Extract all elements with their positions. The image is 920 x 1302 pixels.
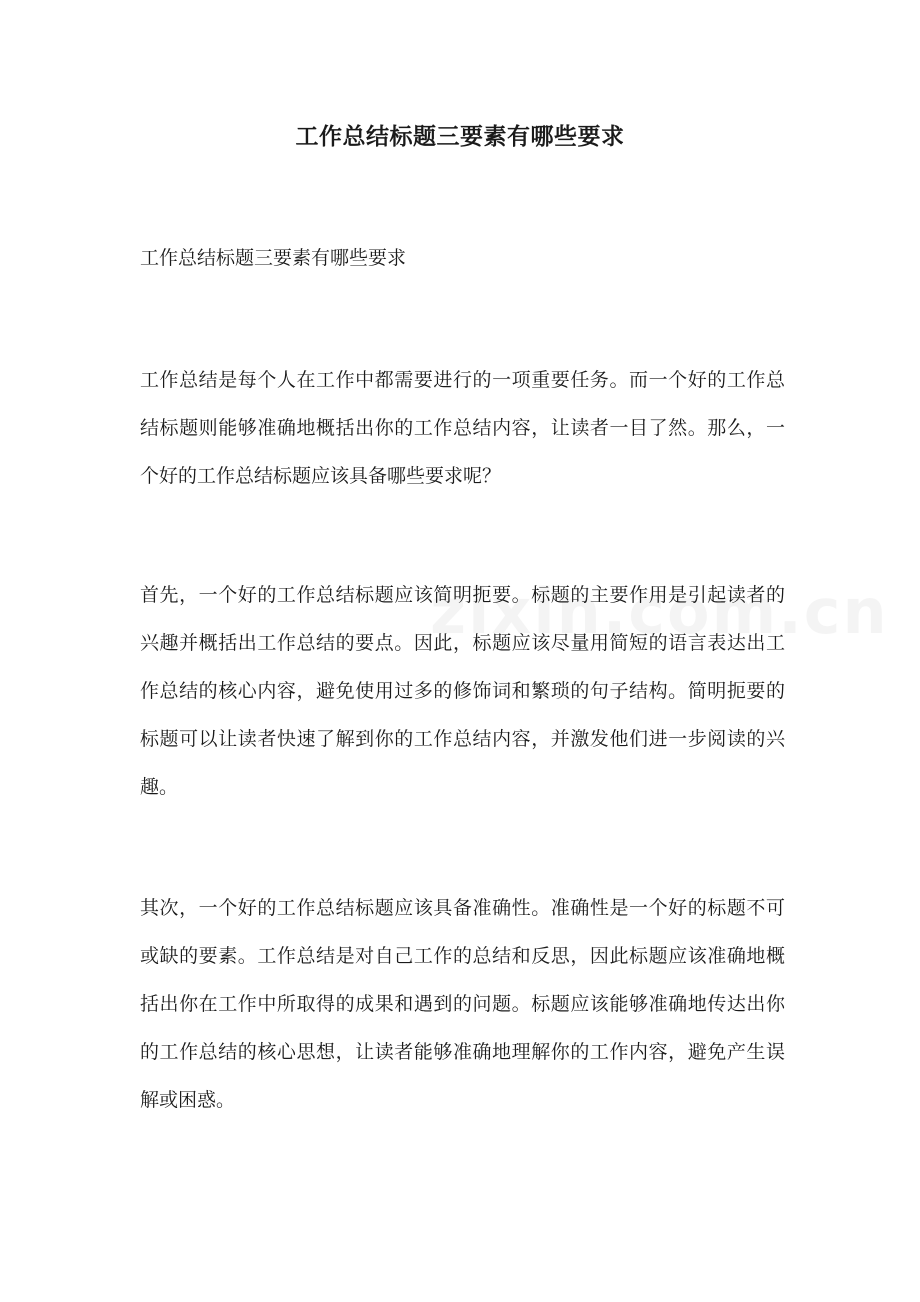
paragraph-1: 工作总结是每个人在工作中都需要进行的一项重要任务。而一个好的工作总结标题则能够准确地概括出你的工作总结内容，让读者一目了然。那么，一个好的工作总结标题应该具备哪些要求呢？ — [140, 369, 785, 487]
document-subtitle: 工作总结标题三要素有哪些要求 — [140, 247, 407, 269]
document-title: 工作总结标题三要素有哪些要求 — [295, 123, 625, 150]
paragraph-3: 其次，一个好的工作总结标题应该具备准确性。准确性是一个好的标题不可或缺的要素。工作总结是对自己工作的总结和反思，因此标题应该准确地概括出你在工作中所取得的成果和遇到的问题。标题应该能够准确地传达出你的工作总结的核心思想，让读者能够准确地理解你的工作内容，避免产生误解或困惑。 — [140, 897, 785, 1111]
paragraph-2: 首先，一个好的工作总结标题应该简明扼要。标题的主要作用是引起读者的兴趣并概括出工作总结的要点。因此，标题应该尽量用简短的语言表达出工作总结的核心内容，避免使用过多的修饰词和繁琐的句子结构。简明扼要的标题可以让读者快速了解到你的工作总结内容，并激发他们进一步阅读的兴趣。 — [140, 584, 785, 798]
